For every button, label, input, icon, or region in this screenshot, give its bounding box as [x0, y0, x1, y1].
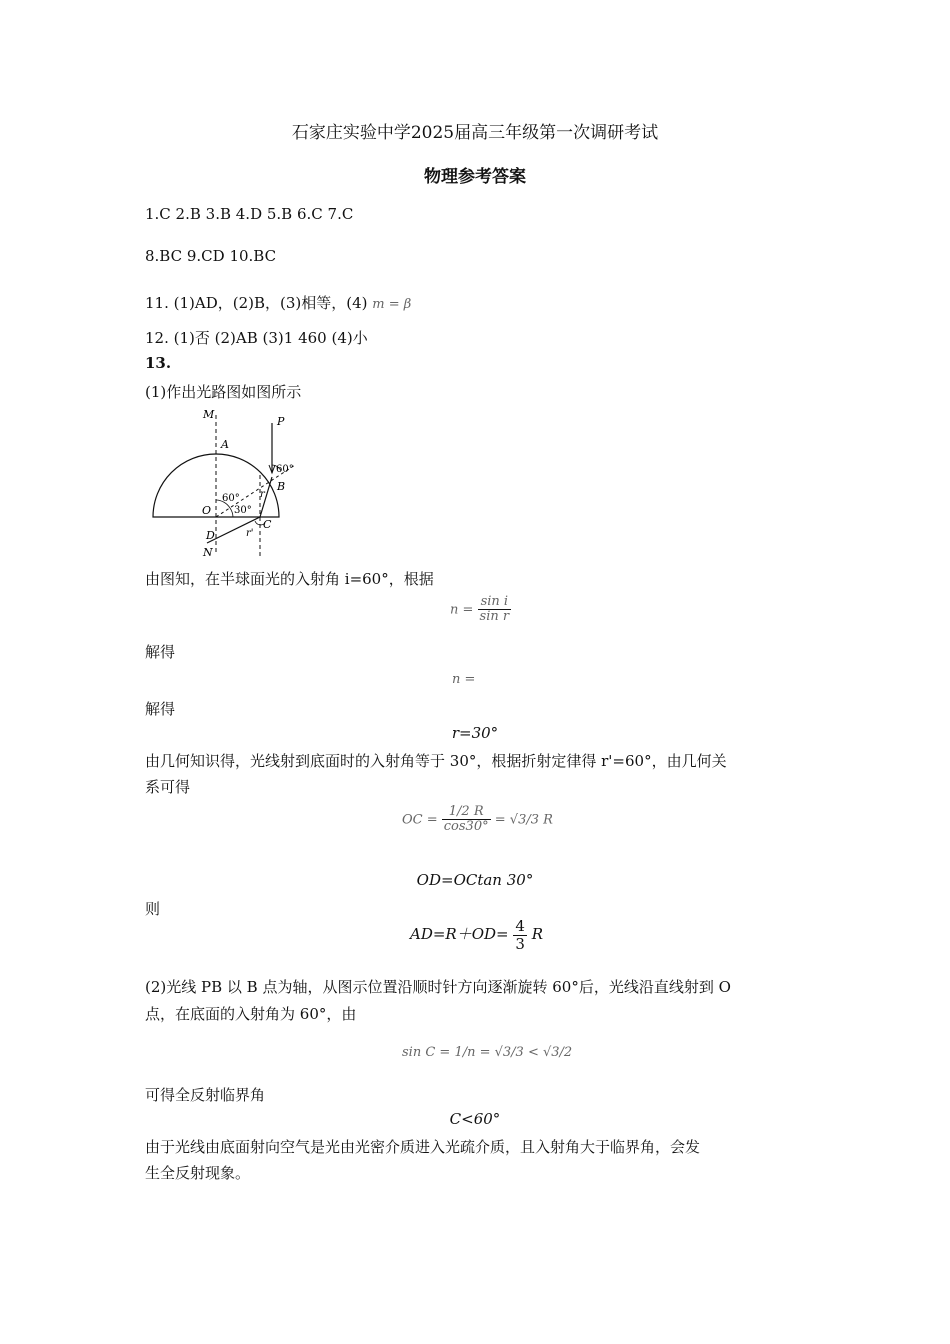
formula-oc — [402, 805, 553, 835]
formula-n-denominator: sin r — [479, 609, 510, 625]
label-c: C — [263, 518, 272, 531]
formula-n-lhs: n = — [450, 602, 474, 618]
answers-row-2: 8.BC 9.CD 10.BC — [145, 247, 277, 265]
label-angle-60: 60° — [222, 493, 240, 504]
formula-oc-rhs: √3/3 R — [509, 812, 553, 828]
formula-n-numerator: sin i — [478, 595, 512, 610]
c-value: C<60° — [449, 1110, 501, 1128]
label-angle-60-b: 60° — [276, 464, 294, 475]
label-r-prime: r' — [246, 528, 254, 539]
answer-11-text: 11. (1)AD，(2)B，(3)相等，(4) — [145, 294, 368, 312]
ad-r: R — [531, 925, 544, 943]
angle-arc-30 — [230, 508, 233, 517]
geometry-line-1: 由几何知识得，光线射到底面时的入射角等于 30°，根据折射定律得 r'=60°，由几何关 — [145, 752, 727, 770]
label-n: N — [203, 546, 213, 559]
formula-oc-equals: = — [494, 812, 506, 828]
solve-label-1: 解得 — [145, 643, 176, 661]
label-p: P — [277, 415, 285, 428]
page-title: 石家庄实验中学2025届高三年级第一次调研考试 — [291, 123, 659, 143]
r-value: r=30° — [451, 724, 499, 742]
formula-n-sin — [450, 595, 511, 625]
answer-13-heading: 13. — [145, 354, 172, 372]
formula-n-fraction — [478, 595, 512, 625]
ad-denominator: 3 — [515, 934, 525, 953]
critical-angle-line: 可得全反射临界角 — [145, 1086, 266, 1104]
formula-oc-numerator: 1/2 R — [442, 805, 491, 820]
label-o: O — [202, 504, 212, 517]
page-subtitle: 物理参考答案 — [424, 167, 526, 187]
answer-11-formula: m = β — [372, 297, 412, 312]
ad-fraction — [513, 918, 527, 952]
label-m: M — [203, 408, 215, 421]
incident-angle-line: 由图知，在半球面光的入射角 i=60°，根据 — [145, 570, 434, 588]
formula-oc-fraction — [442, 805, 491, 835]
part2-line-1: (2)光线 PB 以 B 点为轴，从图示位置沿顺时针方向逐渐旋转 60°后，光线沿直线射到 O — [145, 978, 731, 996]
conclusion-line-2: 生全反射现象。 — [145, 1164, 251, 1182]
answer-12: 12. (1)否 (2)AB (3)1 460 (4)小 — [145, 329, 368, 347]
formula-oc-denominator: cos30° — [443, 819, 489, 835]
od-formula: OD=OCtan 30° — [416, 871, 534, 889]
answer-11 — [145, 292, 411, 313]
ad-formula — [410, 918, 543, 952]
part2-line-2: 点，在底面的入射角为 60°，由 — [145, 1005, 357, 1023]
part1-intro: (1)作出光路图如图所示 — [145, 383, 302, 401]
label-a: A — [221, 438, 229, 451]
light-path-figure — [145, 405, 315, 560]
ad-numerator: 4 — [515, 917, 525, 935]
label-d: D — [206, 529, 215, 542]
label-r: r — [260, 489, 265, 500]
formula-oc-lhs: OC = — [402, 812, 438, 828]
conclusion-line-1: 由于光线由底面射向空气是光由光密介质进入光疏介质，且入射角大于临界角，会发 — [145, 1138, 701, 1156]
ad-formula-lhs: AD=R＋OD= — [410, 925, 509, 943]
label-b: B — [277, 480, 286, 493]
then-label: 则 — [145, 900, 161, 918]
formula-n-value: n = — [452, 672, 476, 687]
answers-row-1: 1.C 2.B 3.B 4.D 5.B 6.C 7.C — [145, 205, 354, 223]
sinc-formula: sin C = 1/n = √3/3 < √3/2 — [402, 1045, 573, 1060]
geometry-line-2: 系可得 — [145, 778, 191, 796]
label-angle-30: 30° — [234, 505, 252, 516]
solve-label-2: 解得 — [145, 700, 176, 718]
